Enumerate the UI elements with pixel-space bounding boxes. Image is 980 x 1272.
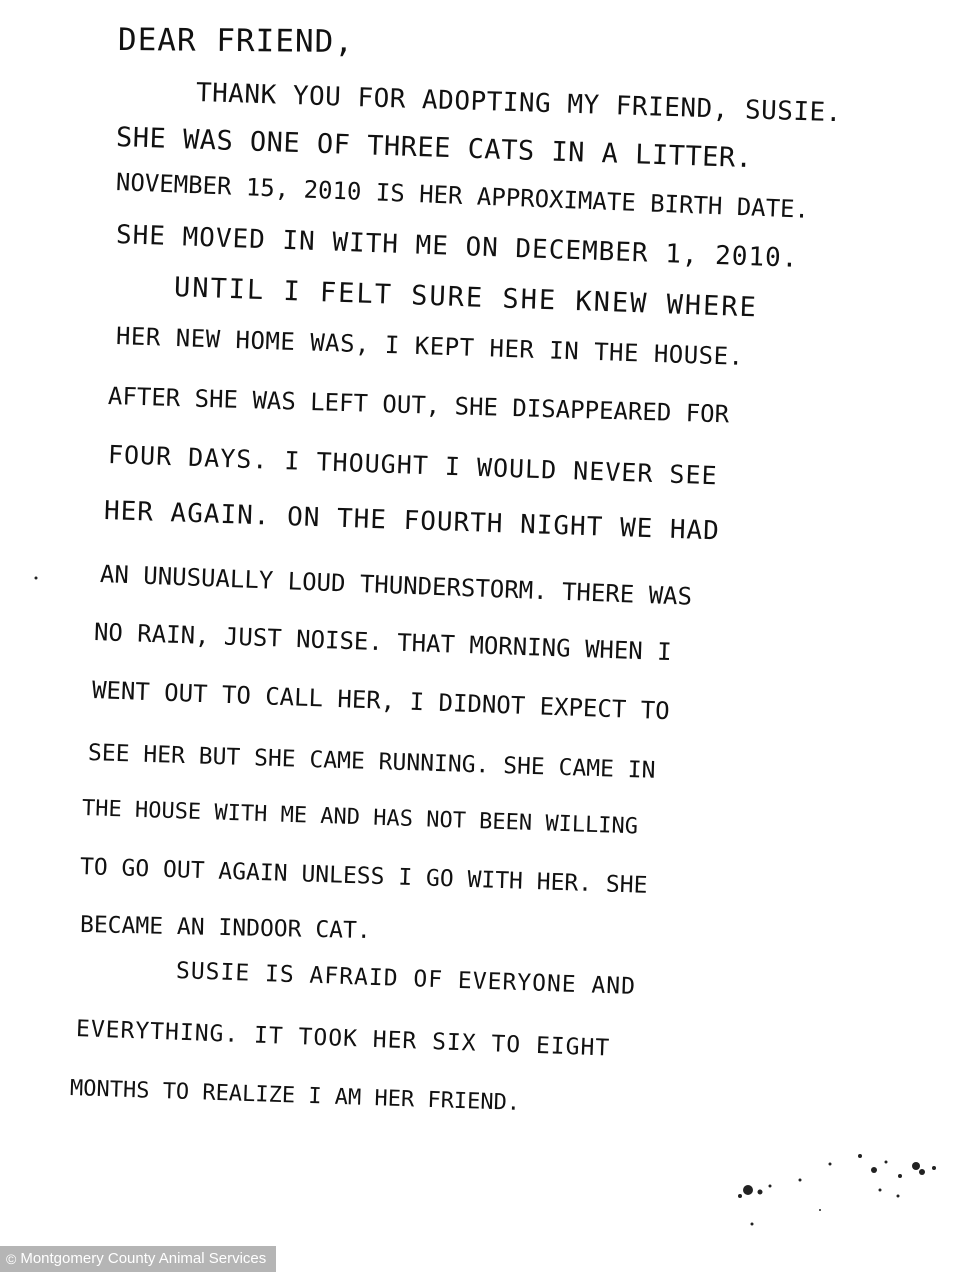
letter-line: AN UNUSUALLY LOUD THUNDERSTORM. THERE WAS xyxy=(99,560,693,611)
letter-line: WENT OUT TO CALL HER, I DIDNOT EXPECT TO xyxy=(91,676,671,726)
letter-line-salutation: DEAR FRIEND, xyxy=(117,22,355,61)
copyright-icon: © xyxy=(6,1251,17,1267)
letter-line: SHE MOVED IN WITH ME ON DECEMBER 1, 2010. xyxy=(115,220,799,274)
letter-line: FOUR DAYS. I THOUGHT I WOULD NEVER SEE xyxy=(107,440,719,491)
letter-line: HER NEW HOME WAS, I KEPT HER IN THE HOUSE. xyxy=(115,322,744,371)
image-credit xyxy=(0,1246,276,1272)
letter-line: SEE HER BUT SHE CAME RUNNING. SHE CAME IN xyxy=(87,740,656,784)
letter-line: THANK YOU FOR ADOPTING MY FRIEND, SUSIE. xyxy=(195,78,843,129)
letter-line: BECAME AN INDOOR CAT. xyxy=(79,912,372,945)
letter-line: NOVEMBER 15, 2010 IS HER APPROXIMATE BIRTH DATE. xyxy=(115,168,810,224)
letter-line: TO GO OUT AGAIN UNLESS I GO WITH HER. SHE xyxy=(79,854,648,899)
letter-line: NO RAIN, JUST NOISE. THAT MORNING WHEN I xyxy=(93,618,673,667)
letter-line: AFTER SHE WAS LEFT OUT, SHE DISAPPEARED FOR xyxy=(107,382,730,429)
letter-line: HER AGAIN. ON THE FOURTH NIGHT WE HAD xyxy=(103,496,721,547)
credit-text: Montgomery County Animal Services xyxy=(20,1250,267,1267)
letter-line: SUSIE IS AFRAID OF EVERYONE AND xyxy=(175,958,637,1001)
letter-line: MONTHS TO REALIZE I AM HER FRIEND. xyxy=(69,1076,521,1116)
letter-line: UNTIL I FELT SURE SHE KNEW WHERE xyxy=(173,272,759,324)
letter-line: SHE WAS ONE OF THREE CATS IN A LITTER. xyxy=(115,122,753,175)
letter-line: EVERYTHING. IT TOOK HER SIX TO EIGHT xyxy=(75,1016,611,1062)
letter-line: THE HOUSE WITH ME AND HAS NOT BEEN WILLING xyxy=(81,796,639,840)
